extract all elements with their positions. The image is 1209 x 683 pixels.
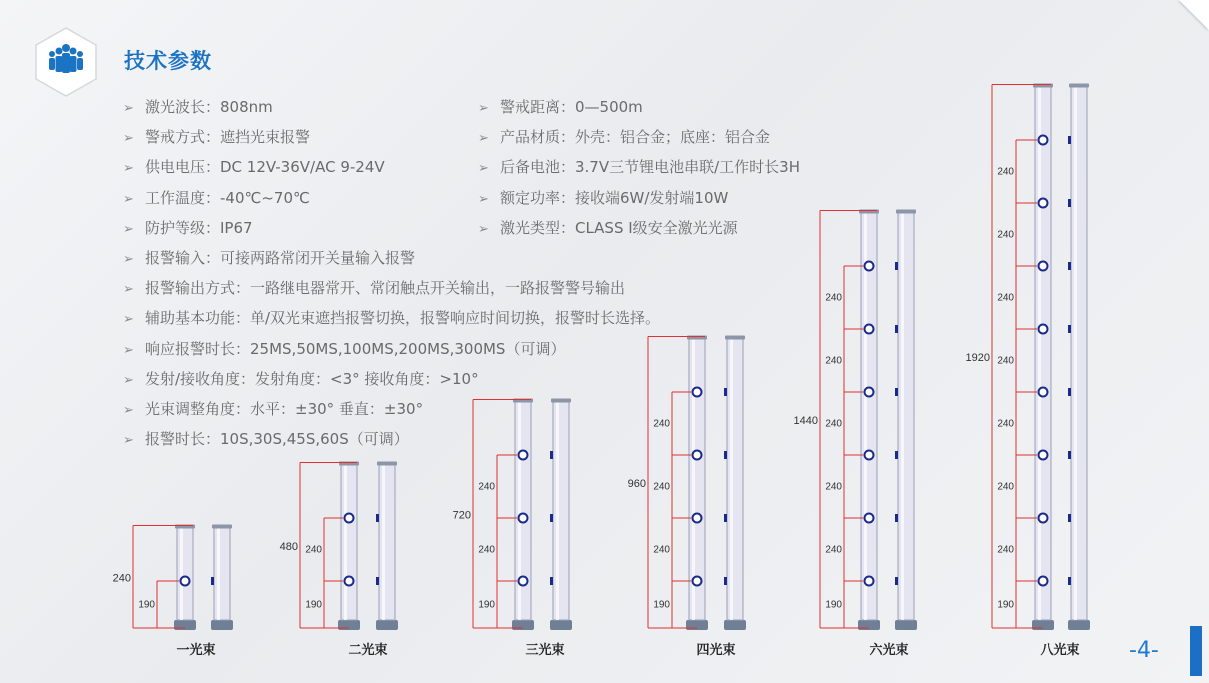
lens-icon [693,451,702,460]
receiver-mark [1068,262,1071,270]
product-caption: 八光束 [1040,643,1080,658]
receiver-mark [211,577,214,585]
post-highlight [730,338,733,620]
spec-text: 警戒方式：遮挡光束报警 [145,128,311,147]
segment-label: 240 [997,481,1014,493]
segment-label: 240 [997,418,1014,430]
lens-icon [1039,577,1048,586]
post-base [211,620,233,630]
lens-icon [865,577,874,586]
post-body [553,401,569,620]
spec-text: 响应报警时长：25MS,50MS,100MS,200MS,300MS（可调） [145,339,566,358]
receiver-mark [1068,199,1071,207]
post-highlight [556,401,559,620]
segment-label: 240 [825,418,842,430]
segment-label: 190 [653,599,670,611]
segment-label: 240 [997,355,1014,367]
bullet-arrow-icon: ➢ [478,221,489,237]
receiver-mark [724,388,727,396]
segment-label: 240 [825,292,842,304]
segment-label: 240 [825,544,842,556]
product-caption: 一光束 [176,643,216,658]
segment-label: 240 [653,481,670,493]
post-cap [725,335,745,339]
bullet-arrow-icon: ➢ [123,312,134,328]
bullet-arrow-icon: ➢ [123,131,134,147]
post-base [550,620,572,630]
bullet-arrow-icon: ➢ [478,101,489,116]
segment-label: 190 [997,599,1014,611]
spec-text: 工作温度：-40℃~70℃ [145,188,310,207]
lens-icon [693,577,702,586]
spec-text: 光束调整角度：水平：±30° 垂直：±30° [145,400,424,418]
lens-icon [693,388,702,397]
post-highlight [180,527,183,620]
segment-label: 240 [478,544,495,556]
lens-icon [865,514,874,523]
receiver-mark [550,451,553,459]
lens-icon [865,325,874,334]
post-base [376,620,398,630]
lens-icon [519,577,528,586]
segment-label: 240 [997,292,1014,304]
product-1 [113,524,233,658]
segment-label: 240 [478,481,495,493]
post-highlight [901,212,904,620]
product-5 [794,209,917,658]
receiver-mark [550,577,553,585]
lens-icon [181,577,190,586]
receiver-mark [376,577,379,585]
receiver-mark [895,325,898,333]
product-caption: 二光束 [348,643,388,658]
post-highlight [382,464,385,620]
post-body [1035,86,1051,620]
post-body [515,401,531,620]
bullet-arrow-icon: ➢ [123,342,134,358]
receiver-mark [1068,451,1071,459]
post-body [861,212,877,620]
product-4 [628,335,746,658]
product-2 [280,461,398,658]
segment-label: 240 [825,355,842,367]
bullet-arrow-icon: ➢ [478,161,489,177]
bullet-arrow-icon: ➢ [123,221,134,237]
receiver-mark [1068,136,1071,144]
lens-icon [1039,136,1048,145]
segment-label: 240 [825,481,842,493]
product-caption: 三光束 [525,643,565,658]
spec-text: 激光波长：808nm [145,98,273,116]
post-highlight [518,401,521,620]
post-body [341,464,357,620]
bullet-arrow-icon: ➢ [478,131,489,147]
post-body [177,527,193,620]
segment-label: 190 [138,599,155,611]
spec-text: 警戒距离：0—500m [500,98,643,116]
total-height-label: 480 [279,541,298,554]
lens-icon [1039,451,1048,460]
bullet-arrow-icon: ➢ [123,403,134,418]
spec-text: 产品材质：外壳：铝合金；底座：铝合金 [500,128,771,147]
bullet-arrow-icon: ➢ [123,433,134,449]
receiver-mark [895,577,898,585]
spec-text: 额定功率：接收端6W/发射端10W [500,188,729,207]
segment-label: 240 [653,418,670,430]
post-highlight [217,527,220,620]
receiver-mark [895,451,898,459]
page-number: -4- [1129,638,1159,663]
segment-label: 240 [997,229,1014,241]
segment-label: 240 [653,544,670,556]
receiver-mark [1068,325,1071,333]
receiver-mark [724,514,727,522]
post-body [214,527,230,620]
lens-icon [865,388,874,397]
lens-icon [1039,514,1048,523]
spec-text: 报警输入：可接两路常闭开关量输入报警 [145,249,416,267]
spec-text: 发射/接收角度：发射角度：<3° 接收角度：>10° [145,369,479,388]
lens-icon [1039,199,1048,208]
lens-icon [865,262,874,271]
product-3 [453,398,572,658]
product-6 [966,83,1090,658]
post-cap [551,398,571,402]
total-height-label: 1440 [793,415,818,428]
post-highlight [1074,86,1077,620]
spec-text: 防护等级：IP67 [145,218,253,237]
spec-text: 供电电压：DC 12V-36V/AC 9-24V [145,158,385,177]
total-height-label: 960 [627,478,646,491]
lens-icon [1039,388,1048,397]
post-base [724,620,746,630]
post-highlight [344,464,347,620]
receiver-mark [895,262,898,270]
bullet-arrow-icon: ➢ [123,372,134,388]
total-height-label: 720 [452,509,471,522]
product-caption: 四光束 [696,643,736,658]
post-body [1071,86,1087,620]
product-caption: 六光束 [869,643,909,658]
total-height-label: 240 [112,572,131,585]
post-cap [1069,83,1089,87]
lens-icon [345,577,354,586]
segment-label: 190 [305,599,322,611]
bullet-arrow-icon: ➢ [123,101,134,116]
lens-icon [519,451,528,460]
lens-icon [693,514,702,523]
segment-label: 240 [305,544,322,556]
post-base [1068,620,1090,630]
lens-icon [519,514,528,523]
receiver-mark [1068,577,1071,585]
bullet-arrow-icon: ➢ [123,252,134,267]
lens-icon [1039,262,1048,271]
post-body [379,464,395,620]
receiver-mark [724,451,727,459]
post-highlight [864,212,867,620]
post-base [895,620,917,630]
post-body [727,338,743,620]
spec-text: 报警时长：10S,30S,45S,60S（可调） [145,430,409,449]
accent-bar [1190,626,1202,676]
post-body [898,212,914,620]
receiver-mark [550,514,553,522]
post-cap [212,524,232,528]
post-highlight [1038,86,1041,620]
segment-label: 240 [997,166,1014,178]
bullet-arrow-icon: ➢ [123,282,134,298]
spec-text: 报警输出方式：一路继电器常开、常闭触点开关输出，一路报警警号输出 [145,279,626,298]
receiver-mark [895,388,898,396]
spec-text: 激光类型：CLASS I级安全激光光源 [500,218,738,237]
segment-label: 240 [997,544,1014,556]
segment-label: 190 [825,599,842,611]
spec-text: 后备电池：3.7V三节锂电池串联/工作时长3H [500,158,800,177]
segment-label: 190 [478,599,495,611]
page-title: 技术参数 [124,49,212,73]
total-height-label: 1920 [965,352,990,365]
post-cap [377,461,397,465]
spec-text: 辅助基本功能：单/双光束遮挡报警切换，报警响应时间切换，报警时长选择。 [145,309,661,328]
bullet-arrow-icon: ➢ [123,191,134,207]
lens-icon [1039,325,1048,334]
receiver-mark [376,514,379,522]
receiver-mark [895,514,898,522]
lens-icon [865,451,874,460]
bullet-arrow-icon: ➢ [123,161,134,177]
receiver-mark [1068,514,1071,522]
receiver-mark [724,577,727,585]
post-cap [896,209,916,213]
lens-icon [345,514,354,523]
bullet-arrow-icon: ➢ [478,191,489,207]
receiver-mark [1068,388,1071,396]
